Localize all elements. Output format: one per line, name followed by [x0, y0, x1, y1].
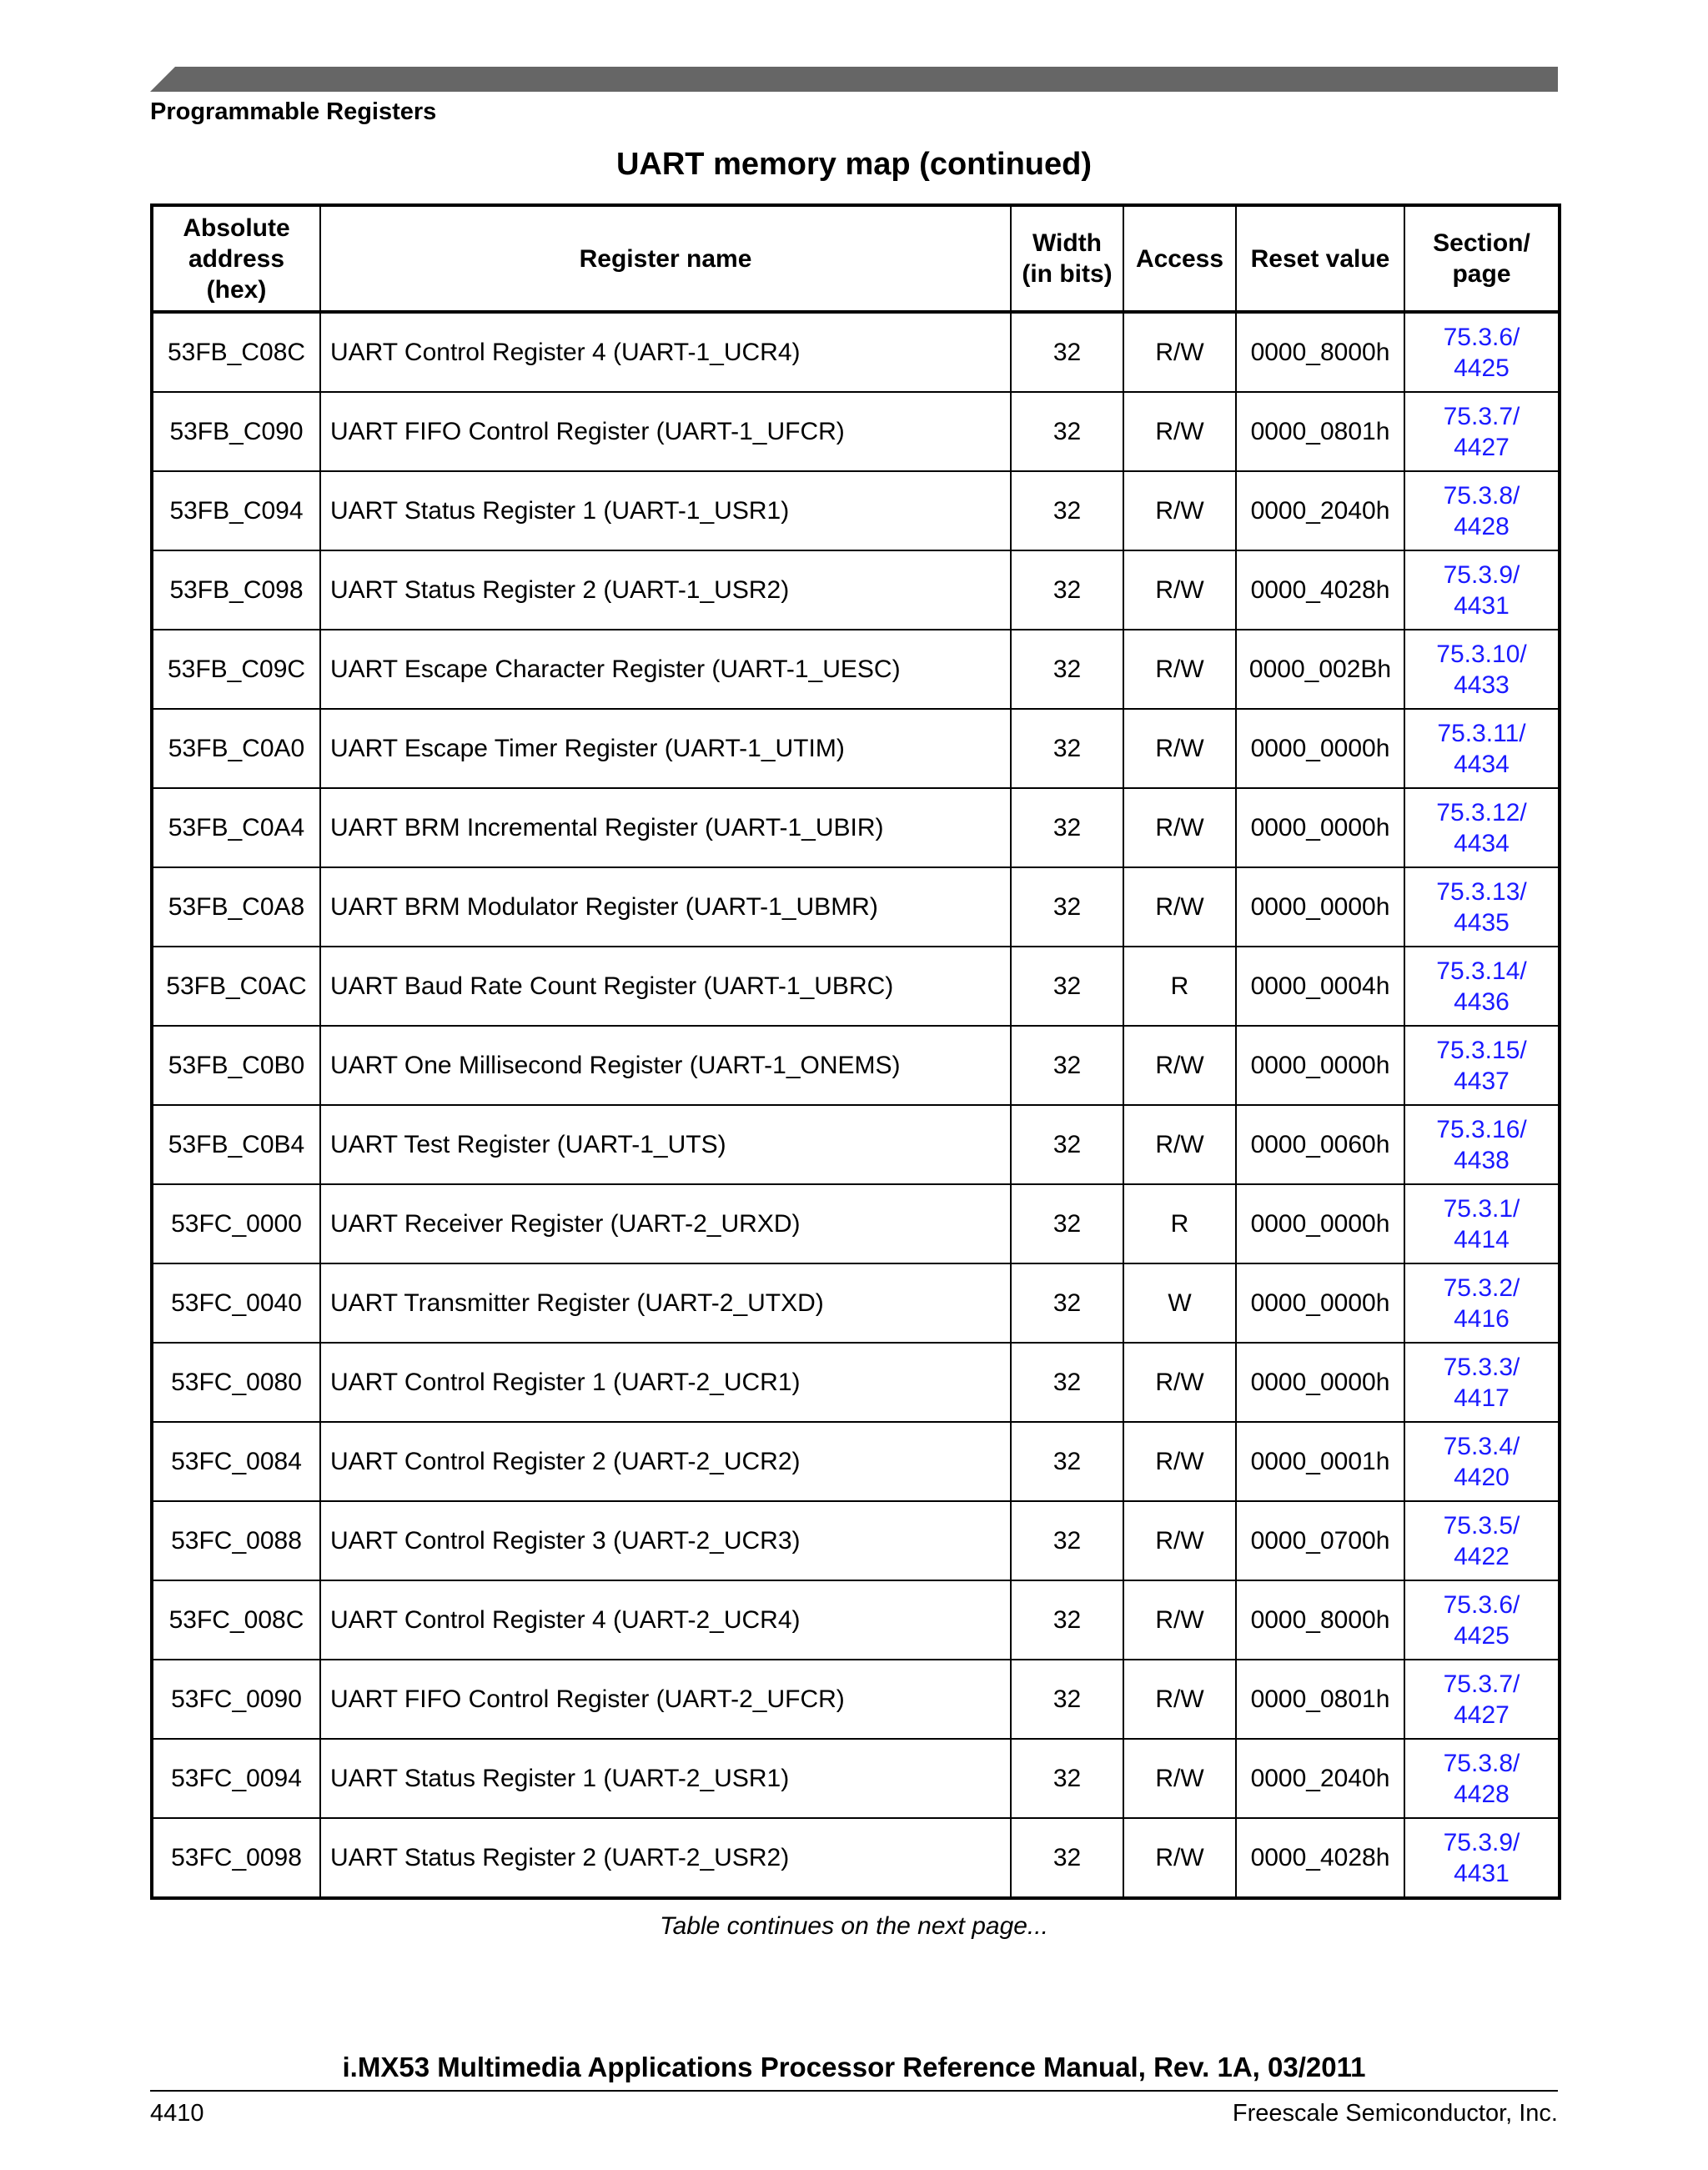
cell-address: 53FC_0088 [152, 1501, 320, 1580]
cell-address: 53FB_C090 [152, 392, 320, 471]
cell-section-page-link[interactable] [1404, 1660, 1560, 1739]
section-number: 75.3.1/ [1443, 1194, 1520, 1223]
cell-width: 32 [1011, 947, 1123, 1026]
cell-reset-value: 0000_0000h [1236, 1263, 1404, 1343]
cell-section-page-link[interactable] [1404, 709, 1560, 788]
cell-access: R/W [1123, 1660, 1236, 1739]
table-continuation-note: Table continues on the next page... [660, 1912, 1048, 1940]
cell-register-name: UART One Millisecond Register (UART-1_ONEMS) [320, 1026, 1011, 1105]
cell-register-name: UART Escape Timer Register (UART-1_UTIM) [320, 709, 1011, 788]
table-row [152, 1026, 1560, 1105]
page-reference: 4433 [1454, 671, 1510, 699]
header-bar-shape [150, 67, 1558, 92]
company-name: Freescale Semiconductor, Inc. [1232, 2100, 1558, 2127]
cell-access: R/W [1123, 1343, 1236, 1422]
cell-section-page-link[interactable] [1404, 312, 1560, 392]
table-header-row [152, 205, 1560, 312]
cell-reset-value: 0000_8000h [1236, 1580, 1404, 1660]
cell-register-name: UART Control Register 1 (UART-2_UCR1) [320, 1343, 1011, 1422]
cell-address: 53FB_C0A8 [152, 867, 320, 947]
section-number: 75.3.8/ [1443, 1749, 1520, 1777]
cell-reset-value: 0000_4028h [1236, 1818, 1404, 1898]
cell-address: 53FC_008C [152, 1580, 320, 1660]
column-header-access: Access [1123, 205, 1236, 312]
cell-section-page-link[interactable] [1404, 1105, 1560, 1184]
cell-width: 32 [1011, 1422, 1123, 1501]
cell-reset-value: 0000_2040h [1236, 1739, 1404, 1818]
cell-register-name: UART Control Register 3 (UART-2_UCR3) [320, 1501, 1011, 1580]
cell-address: 53FB_C0B0 [152, 1026, 320, 1105]
cell-section-page-link[interactable] [1404, 1343, 1560, 1422]
cell-address: 53FB_C09C [152, 630, 320, 709]
cell-access: R/W [1123, 1026, 1236, 1105]
cell-address: 53FB_C094 [152, 471, 320, 550]
footer-rule [150, 2090, 1558, 2092]
section-header: Programmable Registers [150, 98, 437, 125]
cell-register-name: UART Transmitter Register (UART-2_UTXD) [320, 1263, 1011, 1343]
cell-register-name: UART Receiver Register (UART-2_URXD) [320, 1184, 1011, 1263]
cell-reset-value: 0000_002Bh [1236, 630, 1404, 709]
page-reference: 4437 [1454, 1067, 1510, 1095]
table-row [152, 1660, 1560, 1739]
table-row [152, 1739, 1560, 1818]
section-number: 75.3.14/ [1436, 957, 1527, 985]
header-bar [150, 67, 1558, 92]
cell-section-page-link[interactable] [1404, 1184, 1560, 1263]
table-row [152, 1263, 1560, 1343]
cell-width: 32 [1011, 471, 1123, 550]
table-row [152, 1343, 1560, 1422]
cell-register-name: UART Status Register 1 (UART-2_USR1) [320, 1739, 1011, 1818]
cell-register-name: UART Status Register 2 (UART-2_USR2) [320, 1818, 1011, 1898]
section-number: 75.3.13/ [1436, 877, 1527, 906]
page-reference: 4425 [1454, 354, 1510, 382]
cell-width: 32 [1011, 1026, 1123, 1105]
cell-section-page-link[interactable] [1404, 630, 1560, 709]
page-reference: 4427 [1454, 1700, 1510, 1729]
cell-width: 32 [1011, 1818, 1123, 1898]
cell-register-name: UART FIFO Control Register (UART-1_UFCR) [320, 392, 1011, 471]
cell-access: R/W [1123, 1739, 1236, 1818]
cell-width: 32 [1011, 1105, 1123, 1184]
page-reference: 4422 [1454, 1542, 1510, 1570]
cell-register-name: UART Control Register 4 (UART-2_UCR4) [320, 1580, 1011, 1660]
page-reference: 4431 [1454, 591, 1510, 620]
cell-register-name: UART BRM Incremental Register (UART-1_UBIR) [320, 788, 1011, 867]
cell-reset-value: 0000_0060h [1236, 1105, 1404, 1184]
table-row [152, 1580, 1560, 1660]
cell-width: 32 [1011, 1501, 1123, 1580]
page-reference: 4416 [1454, 1304, 1510, 1333]
cell-access: R/W [1123, 312, 1236, 392]
cell-width: 32 [1011, 392, 1123, 471]
section-number: 75.3.7/ [1443, 1670, 1520, 1698]
uart-memory-map-table [150, 203, 1561, 1900]
cell-access: W [1123, 1263, 1236, 1343]
cell-access: R/W [1123, 471, 1236, 550]
cell-access: R [1123, 947, 1236, 1026]
cell-reset-value: 0000_0000h [1236, 1343, 1404, 1422]
cell-section-page-link[interactable] [1404, 1026, 1560, 1105]
cell-reset-value: 0000_0001h [1236, 1422, 1404, 1501]
table-row [152, 1105, 1560, 1184]
cell-access: R/W [1123, 392, 1236, 471]
cell-address: 53FB_C0A0 [152, 709, 320, 788]
cell-reset-value: 0000_2040h [1236, 471, 1404, 550]
page-reference: 4428 [1454, 512, 1510, 540]
section-number: 75.3.10/ [1436, 640, 1527, 668]
page-reference: 4425 [1454, 1621, 1510, 1650]
section-number: 75.3.11/ [1437, 719, 1526, 747]
cell-width: 32 [1011, 1343, 1123, 1422]
column-header-reset-value: Reset value [1236, 205, 1404, 312]
table-row [152, 312, 1560, 392]
cell-access: R/W [1123, 1422, 1236, 1501]
cell-width: 32 [1011, 867, 1123, 947]
section-number: 75.3.6/ [1443, 323, 1520, 351]
column-header-width [1011, 205, 1123, 312]
cell-reset-value: 0000_0700h [1236, 1501, 1404, 1580]
cell-register-name: UART Control Register 2 (UART-2_UCR2) [320, 1422, 1011, 1501]
cell-register-name: UART Test Register (UART-1_UTS) [320, 1105, 1011, 1184]
cell-address: 53FC_0000 [152, 1184, 320, 1263]
cell-register-name: UART Status Register 1 (UART-1_USR1) [320, 471, 1011, 550]
page-reference: 4417 [1454, 1384, 1510, 1412]
section-number: 75.3.16/ [1436, 1115, 1527, 1143]
manual-title: i.MX53 Multimedia Applications Processor Reference Manual, Rev. 1A, 03/2011 [342, 2052, 1366, 2082]
section-number: 75.3.12/ [1436, 798, 1527, 826]
cell-section-page-link[interactable] [1404, 392, 1560, 471]
cell-width: 32 [1011, 1184, 1123, 1263]
cell-register-name: UART Escape Character Register (UART-1_UESC) [320, 630, 1011, 709]
cell-section-page-link[interactable] [1404, 1739, 1560, 1818]
cell-width: 32 [1011, 788, 1123, 867]
cell-section-page-link[interactable] [1404, 867, 1560, 947]
cell-section-page-link[interactable] [1404, 550, 1560, 630]
table-row [152, 1501, 1560, 1580]
cell-width: 32 [1011, 1263, 1123, 1343]
cell-register-name: UART BRM Modulator Register (UART-1_UBMR) [320, 867, 1011, 947]
column-header-width-line: Width [1032, 229, 1103, 257]
cell-address: 53FC_0040 [152, 1263, 320, 1343]
cell-access: R/W [1123, 1105, 1236, 1184]
cell-reset-value: 0000_0000h [1236, 788, 1404, 867]
cell-register-name: UART Baud Rate Count Register (UART-1_UBRC) [320, 947, 1011, 1026]
column-header-section-page [1404, 205, 1560, 312]
column-header-width-line: (in bits) [1022, 260, 1113, 288]
column-header-section-line: page [1452, 260, 1511, 288]
page-reference: 4435 [1454, 908, 1510, 937]
page-reference: 4436 [1454, 987, 1510, 1016]
page-reference: 4438 [1454, 1146, 1510, 1174]
cell-address: 53FC_0080 [152, 1343, 320, 1422]
section-number: 75.3.6/ [1443, 1590, 1520, 1619]
page-reference: 4431 [1454, 1859, 1510, 1887]
cell-register-name: UART Control Register 4 (UART-1_UCR4) [320, 312, 1011, 392]
cell-reset-value: 0000_0801h [1236, 392, 1404, 471]
cell-width: 32 [1011, 550, 1123, 630]
cell-section-page-link[interactable] [1404, 1422, 1560, 1501]
cell-register-name: UART Status Register 2 (UART-1_USR2) [320, 550, 1011, 630]
table-body [152, 312, 1560, 1898]
cell-access: R/W [1123, 550, 1236, 630]
cell-address: 53FB_C0AC [152, 947, 320, 1026]
column-header-address [152, 205, 320, 312]
table-row [152, 788, 1560, 867]
column-header-section-line: Section/ [1433, 229, 1530, 257]
table-row [152, 630, 1560, 709]
table-row [152, 1818, 1560, 1898]
table-row [152, 709, 1560, 788]
section-number: 75.3.3/ [1443, 1353, 1520, 1381]
table-row [152, 471, 1560, 550]
page-number: 4410 [150, 2100, 204, 2127]
cell-width: 32 [1011, 1660, 1123, 1739]
section-number: 75.3.15/ [1436, 1036, 1527, 1064]
cell-access: R [1123, 1184, 1236, 1263]
cell-address: 53FC_0090 [152, 1660, 320, 1739]
cell-width: 32 [1011, 709, 1123, 788]
cell-section-page-link[interactable] [1404, 1263, 1560, 1343]
page-reference: 4414 [1454, 1225, 1510, 1253]
cell-access: R/W [1123, 788, 1236, 867]
section-number: 75.3.9/ [1443, 1828, 1520, 1856]
cell-reset-value: 0000_0000h [1236, 709, 1404, 788]
section-number: 75.3.7/ [1443, 402, 1520, 430]
section-number: 75.3.8/ [1443, 481, 1520, 510]
page-reference: 4427 [1454, 433, 1510, 461]
cell-width: 32 [1011, 1739, 1123, 1818]
cell-access: R/W [1123, 1501, 1236, 1580]
cell-section-page-link[interactable] [1404, 1818, 1560, 1898]
cell-reset-value: 0000_8000h [1236, 312, 1404, 392]
cell-section-page-link[interactable] [1404, 788, 1560, 867]
cell-section-page-link[interactable] [1404, 471, 1560, 550]
cell-address: 53FB_C0B4 [152, 1105, 320, 1184]
cell-section-page-link[interactable] [1404, 1580, 1560, 1660]
cell-address: 53FB_C0A4 [152, 788, 320, 867]
column-header-register-name: Register name [320, 205, 1011, 312]
cell-address: 53FC_0094 [152, 1739, 320, 1818]
cell-access: R/W [1123, 630, 1236, 709]
cell-reset-value: 0000_4028h [1236, 550, 1404, 630]
table-row [152, 1184, 1560, 1263]
section-number: 75.3.5/ [1443, 1511, 1520, 1540]
page-reference: 4428 [1454, 1780, 1510, 1808]
cell-section-page-link[interactable] [1404, 1501, 1560, 1580]
cell-reset-value: 0000_0000h [1236, 867, 1404, 947]
cell-access: R/W [1123, 1580, 1236, 1660]
table-row [152, 550, 1560, 630]
column-header-address-line: Absolute [183, 213, 290, 242]
cell-width: 32 [1011, 1580, 1123, 1660]
page-reference: 4434 [1454, 750, 1510, 778]
table-title: UART memory map (continued) [615, 147, 1093, 182]
cell-access: R/W [1123, 1818, 1236, 1898]
page-reference: 4434 [1454, 829, 1510, 857]
cell-reset-value: 0000_0801h [1236, 1660, 1404, 1739]
cell-reset-value: 0000_0004h [1236, 947, 1404, 1026]
cell-reset-value: 0000_0000h [1236, 1184, 1404, 1263]
section-number: 75.3.2/ [1443, 1273, 1520, 1302]
cell-access: R/W [1123, 867, 1236, 947]
table-row [152, 1422, 1560, 1501]
cell-address: 53FB_C08C [152, 312, 320, 392]
cell-address: 53FC_0084 [152, 1422, 320, 1501]
cell-access: R/W [1123, 709, 1236, 788]
cell-section-page-link[interactable] [1404, 947, 1560, 1026]
column-header-address-line: address [188, 244, 285, 273]
section-number: 75.3.4/ [1443, 1432, 1520, 1460]
cell-register-name: UART FIFO Control Register (UART-2_UFCR) [320, 1660, 1011, 1739]
section-number: 75.3.9/ [1443, 560, 1520, 589]
table-row [152, 867, 1560, 947]
cell-address: 53FB_C098 [152, 550, 320, 630]
cell-width: 32 [1011, 630, 1123, 709]
cell-address: 53FC_0098 [152, 1818, 320, 1898]
table-row [152, 947, 1560, 1026]
cell-reset-value: 0000_0000h [1236, 1026, 1404, 1105]
cell-width: 32 [1011, 312, 1123, 392]
table-row [152, 392, 1560, 471]
page-reference: 4420 [1454, 1463, 1510, 1491]
column-header-address-line: (hex) [206, 275, 267, 304]
